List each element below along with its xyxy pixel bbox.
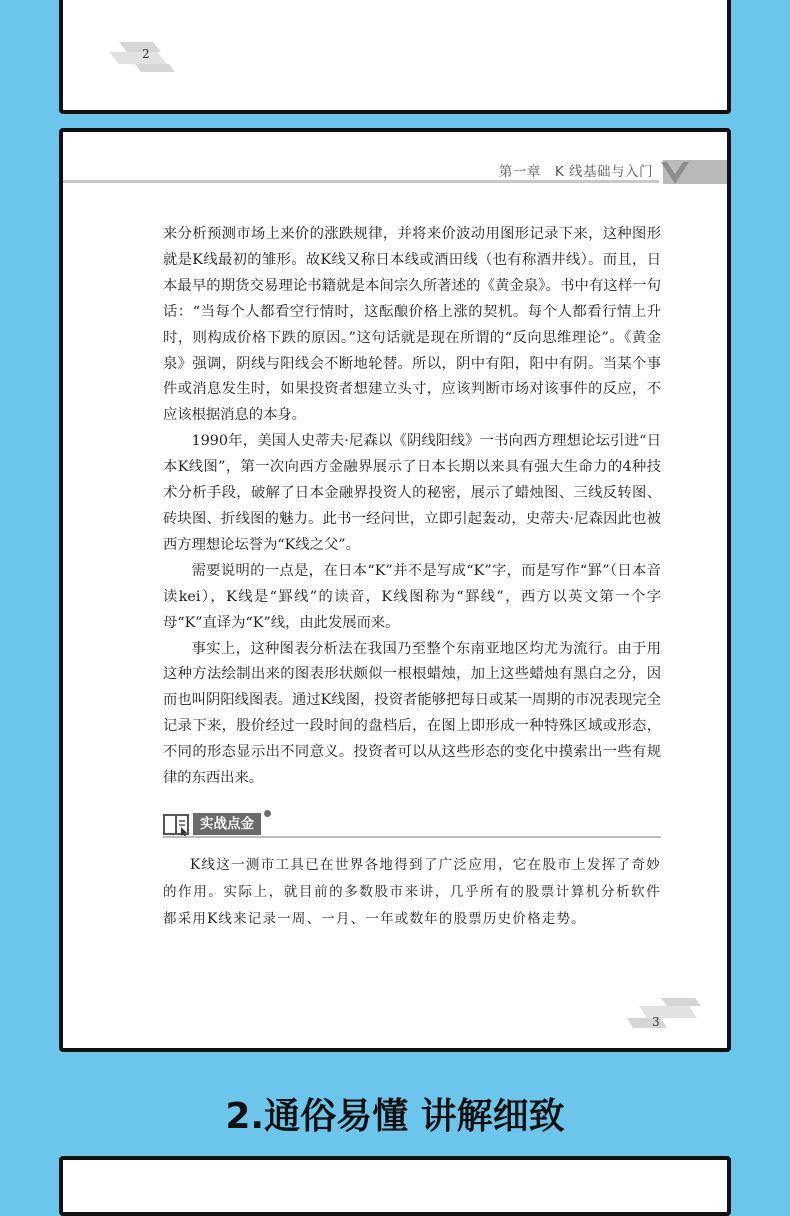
chapter-title: 第一章 K 线基础与入门 [498, 164, 653, 180]
page-number-ornament-icon [625, 996, 705, 1038]
tips-paragraph: K线这一测市工具已在世界各地得到了广泛应用，它在股市上发挥了奇妙的作用。实际上，就目前的多数股市来讲，几乎所有的股票计算机分析软件都采用K线来记录一周、一月、一年或数年的股票历史价格走势。 [163, 857, 661, 927]
body-text [163, 222, 661, 792]
page-number: 2 [142, 47, 150, 61]
header-rule [63, 180, 659, 183]
tips-label: 实战点金 [193, 813, 261, 835]
tips-rule [163, 836, 661, 838]
next-book-page [59, 1156, 731, 1216]
tips-section-header [163, 813, 661, 841]
page-number: 3 [652, 1015, 660, 1029]
label-dot [263, 809, 272, 818]
paragraph: 1990年，美国人史蒂夫·尼森以《阴线阳线》一书向西方理想论坛引进“日本K线图”，第一次向西方金融界展示了日本长期以来具有强大生命力的4种技术分析手段，破解了日本金融界投资人的秘密，展示了蜡烛图、三线反转图、砖块图、折线图的魅力。此书一经问世，立即引起轰动，史蒂夫·尼森因此也被西方理想论坛誉为“K线之父”。 [163, 433, 661, 553]
feature-caption: 2.通俗易懂 讲解细致 [225, 1096, 565, 1137]
paragraph: 需要说明的一点是，在日本“K”并不是写成“K”字，而是写作“罫”（日本音读kei），K线是“罫线”的读音，K线图称为“罫线”，西方以英文第一个字母“K”直译为“K”线，由此发展而来。 [163, 562, 661, 631]
running-head [63, 156, 727, 186]
chevron-down-icon [661, 162, 691, 186]
paragraph: 事实上，这种图表分析法在我国乃至整个东南亚地区均尤为流行。由于用这种方法绘制出来的图表形状颇似一根根蜡烛，加上这些蜡烛有黑白之分，因而也叫阴阳线图表。通过K线图，投资者能够把每日或某一周期的市况表现完全记录下来，股价经过一段时间的盘档后，在图上即形成一种特殊区域或形态，不同的形态显示出不同意义。投资者可以从这些形态的变化中摸索出一些有规律的东西出来。 [163, 640, 661, 787]
tips-text [163, 852, 661, 933]
previous-book-page [59, 0, 731, 114]
book-page [59, 128, 731, 1052]
paragraph: 来分析预测市场上来价的涨跌规律，并将来价波动用图形记录下来，这种图形就是K线最初的雏形。故K线又称日本线或酒田线（也有称酒井线）。而且，日本最早的期货交易理论书籍就是本间宗久所著述的《黄金泉》。书中有这样一句话：“当每个人都看空行情时，这酝酿价格上涨的契机。每个人都看行情上升时，则构成价格下跌的原因。”这句话就是现在所谓的“反向思维理论”。《黄金泉》强调，阴线与阳线会不断地轮替。所以，阴中有阳，阳中有阴。当某个事件或消息发生时，如果投资者想建立头寸，应该判断市场对该事件的反应，不应该根据消息的本身。 [163, 226, 661, 424]
